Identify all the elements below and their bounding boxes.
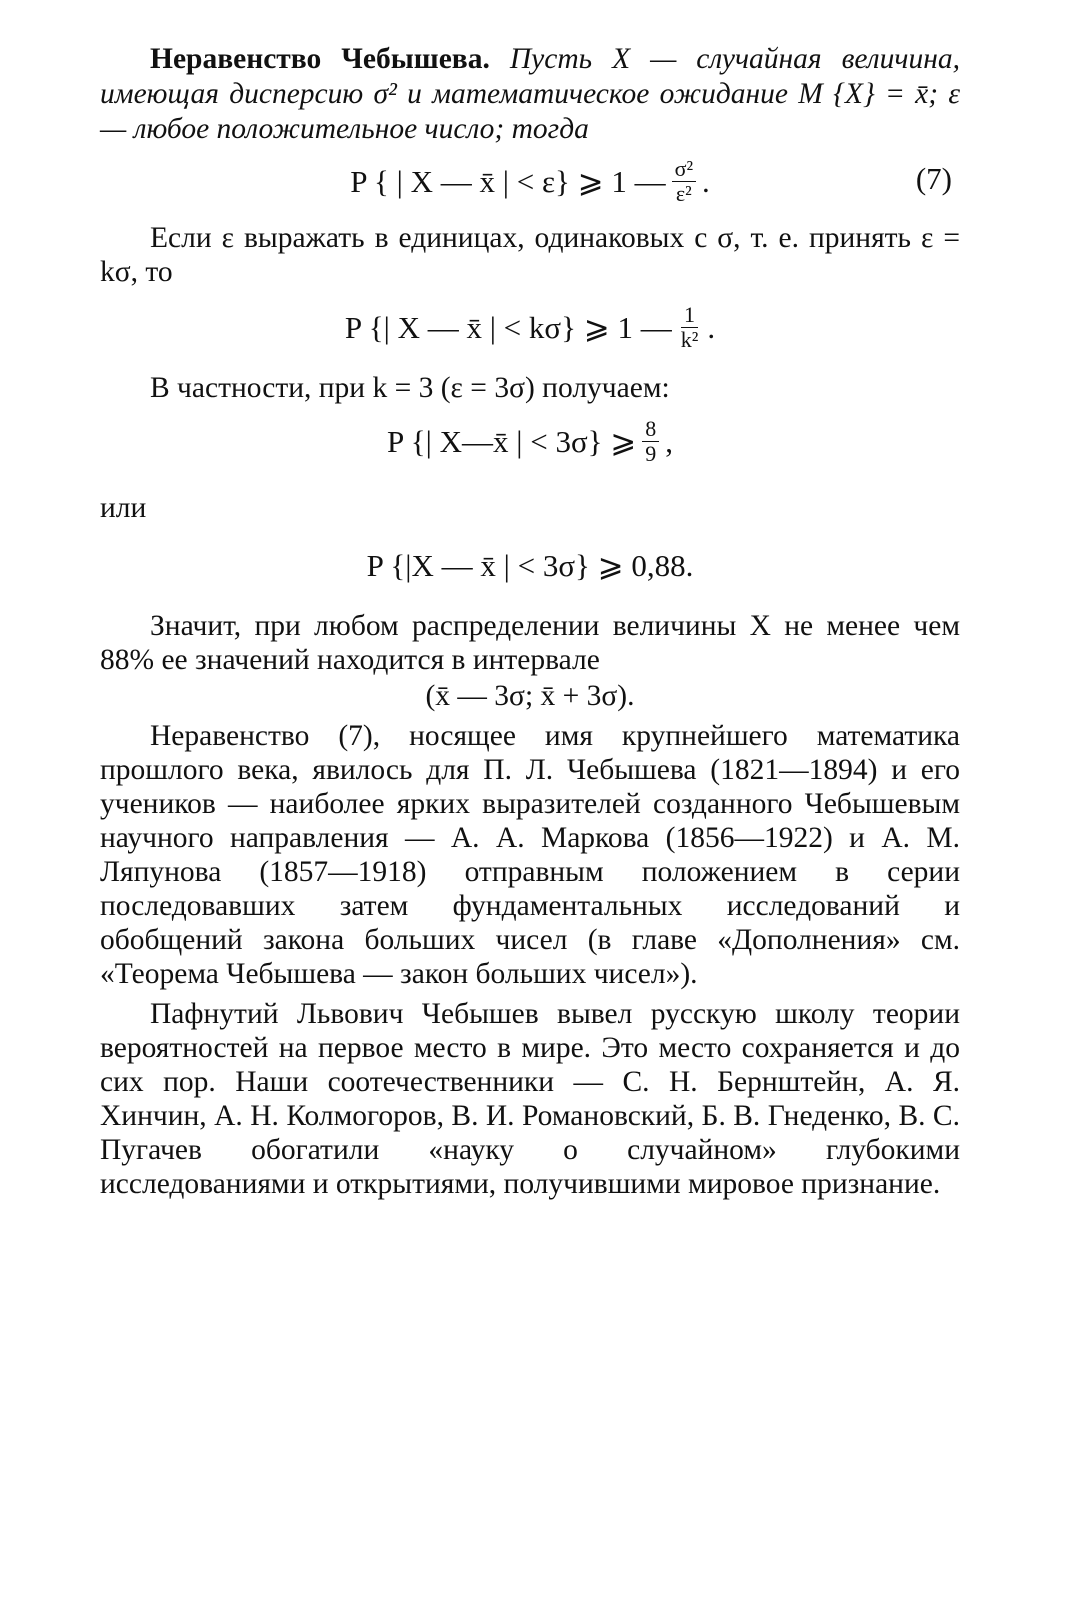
theorem-statement: Пусть X — случайная величина, имеющая дисперсию σ² и математическое ожидание M {X} = x̄; ε — любое положительное число; тогда — [100, 43, 960, 145]
equation-3sigma-end: , — [665, 423, 674, 459]
equation-7-fraction — [672, 157, 696, 206]
paragraph-history: Неравенство (7), носящее имя крупнейшего математика прошлого века, явилось для П. Л. Чебышева (1821—1894) и его учеников — наиболее ярких выразителей созданного Чебышевым научного направления — А. А. Маркова (1856—1922) и А. М. Ляпунова (1857—1918) отправным положением в серии последовавших затем фундаментальных исследований и обобщений закона больших чисел (в главе «Дополнения» см. «Теорема Чебышева — закон больших чисел»). — [100, 720, 960, 990]
equation-k — [100, 303, 960, 361]
equation-7-end: . — [702, 163, 710, 199]
equation-7-number: (7) — [915, 161, 952, 196]
equation-k-numerator: 1 — [681, 303, 698, 328]
equation-3sigma-numerator: 8 — [642, 417, 659, 442]
theorem-paragraph — [100, 42, 960, 147]
equation-3sigma-lhs: P {| X—x̄ | < 3σ} ⩾ — [386, 423, 637, 459]
equation-3sigma — [100, 417, 960, 479]
equation-7-lhs: P { | X — x̄ | < ε} ⩾ 1 — — [350, 163, 666, 199]
page-text — [100, 42, 960, 1201]
theorem-title: Неравенство Чебышева. — [150, 43, 490, 75]
equation-7-numerator: σ² — [672, 157, 696, 182]
equation-k-end: . — [707, 309, 716, 345]
paragraph-russian-school: Пафнутий Львович Чебышев вывел русскую школу теории вероятностей на первое место в мире. Это место сохраняется и до сих пор. Наши соотечественники — С. Н. Бернштейн, А. Я. Хинчин, А. Н. Колмогоров, В. И. Романовский, Б. В. Гнеденко, В. С. Пугачев обогатили «науку о случайном» глубокими исследованиями и открытиями, получившими мировое признание. — [100, 998, 960, 1200]
equation-088: P {|X — x̄ | < 3σ} ⩾ 0,88. — [366, 548, 694, 583]
paragraph-epsilon: Если ε выражать в единицах, одинаковых с σ, т. е. принять ε = kσ, то — [100, 222, 960, 288]
equation-k-lhs: P {| X — x̄ | < kσ} ⩾ 1 — — [344, 309, 672, 345]
interval-expression: (x̄ — 3σ; x̄ + 3σ). — [425, 680, 635, 712]
equation-k-denominator: k² — [680, 327, 699, 352]
equation-3sigma-fraction — [642, 417, 659, 466]
equation-7 — [100, 151, 960, 207]
equation-k-fraction — [678, 303, 702, 352]
equation-7-denominator: ε² — [675, 181, 692, 206]
paragraph-means: Значит, при любом распределении величины X не менее чем 88% ее значений находится в интервале — [100, 610, 960, 676]
word-or: или — [100, 492, 147, 524]
paragraph-particular: В частности, при k = 3 (ε = 3σ) получаем: — [150, 372, 670, 404]
equation-3sigma-denominator: 9 — [645, 441, 657, 466]
